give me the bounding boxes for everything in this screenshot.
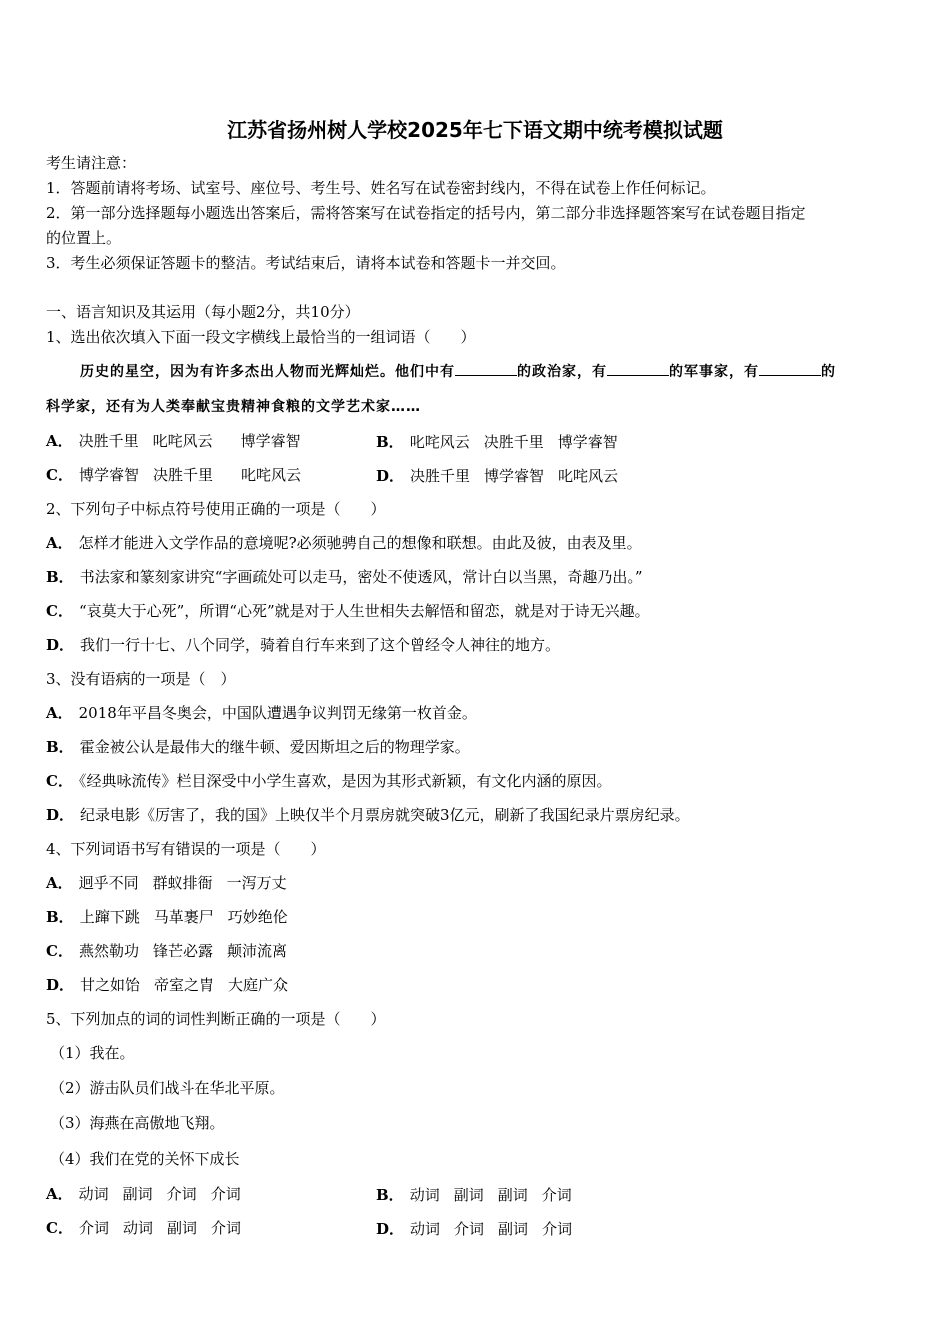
option-word: 叱咤风云: [558, 467, 619, 485]
question-stem: 5、下列加点的词的词性判断正确的一项是（ ）: [46, 1010, 386, 1028]
option-word: 大庭广众: [228, 976, 289, 994]
option-text: 怎样才能进入文学作品的意境呢?必须驰骋自己的想像和联想。由此及彼，由表及里。: [78, 534, 642, 552]
option-row: [376, 1184, 572, 1205]
passage-text: 的: [821, 364, 836, 380]
option-row: [46, 805, 690, 825]
option-row: [46, 975, 288, 995]
option-word: 介词: [211, 1219, 242, 1237]
option-row: [46, 533, 642, 553]
notice-heading: 考生请注意：: [46, 154, 137, 172]
option-label: B．: [46, 568, 74, 586]
option-text: 《经典咏流传》栏目深受中小学生喜欢，是因为其形式新颖，有文化内涵的原因。: [78, 772, 612, 790]
page-title: 江苏省扬州树人学校2025年七下语文期中统考模拟试题: [227, 118, 723, 142]
option-word: 燕然勒功: [78, 942, 139, 960]
option-word: 博学睿智: [557, 433, 618, 451]
option-label: B．: [46, 908, 74, 926]
option-word: 副词: [166, 1219, 197, 1237]
option-row: [46, 635, 560, 655]
option-label: B．: [376, 1186, 404, 1204]
option-word: 锋芒必露: [152, 942, 213, 960]
passage-text: 的政治家，有: [517, 364, 607, 380]
option-row: [376, 1218, 572, 1239]
option-label: D．: [376, 1220, 405, 1238]
option-word: 叱咤风云: [409, 433, 470, 451]
option-label: C．: [46, 1219, 73, 1237]
option-label: C．: [46, 466, 73, 484]
option-word: 马革裹尸: [153, 908, 214, 926]
option-word: 颠沛流离: [226, 942, 287, 960]
option-row: [376, 465, 618, 486]
option-word: 叱咤风云: [240, 466, 301, 484]
option-row: [46, 1218, 241, 1238]
answer-blank: [455, 361, 517, 376]
passage-text: 的军事家，有: [669, 364, 759, 380]
option-word: 甘之如饴: [80, 976, 141, 994]
option-label: A．: [46, 1185, 73, 1203]
option-word: 决胜千里: [78, 432, 139, 450]
option-word: 介词: [542, 1220, 573, 1238]
section-heading: 一、语言知识及其运用（每小题2分，共10分）: [46, 303, 360, 321]
option-word: 副词: [498, 1220, 529, 1238]
option-label: C．: [46, 602, 73, 620]
sentence-item: （3）海燕在高傲地飞翔。: [50, 1114, 225, 1132]
option-label: A．: [46, 704, 73, 722]
option-label: D．: [376, 467, 405, 485]
option-word: 副词: [453, 1186, 484, 1204]
option-row: [46, 703, 477, 723]
option-word: 叱咤风云: [152, 432, 213, 450]
option-word: 介词: [454, 1220, 485, 1238]
option-text: 霍金被公认是最伟大的继牛顿、爱因斯坦之后的物理学家。: [79, 738, 470, 756]
option-word: 上蹿下跳: [79, 908, 140, 926]
notice-item: 3．考生必须保证答题卡的整洁。考试结束后，请将本试卷和答题卡一并交回。: [46, 254, 566, 272]
option-row: [46, 601, 650, 621]
option-word: 介词: [541, 1186, 572, 1204]
question-stem: 1、选出依次填入下面一段文字横线上最恰当的一组词语（ ）: [46, 328, 476, 346]
option-row: [46, 465, 301, 485]
option-word: 博学睿智: [240, 432, 301, 450]
question-stem: 2、下列句子中标点符号使用正确的一项是（ ）: [46, 500, 386, 518]
option-row: [46, 907, 288, 927]
option-label: D．: [46, 636, 75, 654]
notice-item: 1．答题前请将考场、试室号、座位号、考生号、姓名写在试卷密封线内，不得在试卷上作任何标记。: [46, 179, 716, 197]
answer-blank: [607, 361, 669, 376]
option-word: 巧妙绝伦: [227, 908, 288, 926]
option-label: A．: [46, 534, 73, 552]
option-word: 副词: [122, 1185, 153, 1203]
sentence-item: （2）游击队员们战斗在华北平原。: [50, 1079, 285, 1097]
notice-item: 的位置上。: [46, 229, 122, 247]
option-word: 博学睿智: [484, 467, 545, 485]
option-label: A．: [46, 432, 73, 450]
option-word: 动词: [78, 1185, 109, 1203]
option-word: 动词: [122, 1219, 153, 1237]
option-label: C．: [46, 942, 73, 960]
passage-line: 科学家，还有为人类奉献宝贵精神食粮的文学艺术家……: [46, 399, 421, 415]
option-word: 决胜千里: [410, 467, 471, 485]
option-word: 介词: [78, 1219, 109, 1237]
option-word: 动词: [410, 1220, 441, 1238]
option-row: [376, 431, 618, 452]
passage-line: [80, 361, 836, 382]
option-word: 迥乎不同: [78, 874, 139, 892]
sentence-item: （4）我们在党的关怀下成长: [50, 1150, 240, 1168]
option-row: [46, 1184, 241, 1204]
option-row: [46, 737, 470, 757]
passage-text: 历史的星空，因为有许多杰出人物而光辉灿烂。他们中有: [80, 364, 455, 380]
option-text: “哀莫大于心死”，所谓“心死”就是对于人生世相失去解悟和留恋，就是对于诗无兴趣。: [78, 602, 650, 620]
option-row: [46, 941, 287, 961]
option-text: 2018年平昌冬奥会，中国队遭遇争议判罚无缘第一枚首金。: [78, 704, 477, 722]
option-word: 决胜千里: [483, 433, 544, 451]
option-row: [46, 771, 611, 791]
option-word: 介词: [210, 1185, 241, 1203]
option-label: B．: [46, 738, 74, 756]
option-text: 纪录电影《厉害了，我的国》上映仅半个月票房就突破3亿元，刷新了我国纪录片票房纪录。: [80, 806, 690, 824]
option-word: 帝室之胄: [154, 976, 215, 994]
option-word: 介词: [166, 1185, 197, 1203]
option-label: C．: [46, 772, 73, 790]
notice-item: 2．第一部分选择题每小题选出答案后，需将答案写在试卷指定的括号内，第二部分非选择题答案写在试卷题目指定: [46, 204, 806, 222]
option-label: B．: [376, 433, 404, 451]
sentence-item: （1）我在。: [50, 1044, 135, 1062]
option-word: 博学睿智: [78, 466, 139, 484]
option-row: [46, 431, 301, 451]
question-stem: 4、下列词语书写有错误的一项是（ ）: [46, 840, 326, 858]
option-word: 副词: [497, 1186, 528, 1204]
question-stem: 3、没有语病的一项是（ ）: [46, 670, 236, 688]
option-text: 书法家和篆刻家讲究“字画疏处可以走马，密处不使透风，常计白以当黑，奇趣乃出。”: [79, 568, 643, 586]
option-word: 群蚁排衙: [152, 874, 213, 892]
option-word: 决胜千里: [152, 466, 213, 484]
option-word: 动词: [409, 1186, 440, 1204]
option-label: D．: [46, 976, 75, 994]
option-word: 一泻万丈: [226, 874, 287, 892]
option-row: [46, 567, 643, 587]
option-label: A．: [46, 874, 73, 892]
option-label: D．: [46, 806, 75, 824]
option-row: [46, 873, 287, 893]
option-text: 我们一行十七、八个同学，骑着自行车来到了这个曾经令人神往的地方。: [80, 636, 561, 654]
answer-blank: [759, 361, 821, 376]
